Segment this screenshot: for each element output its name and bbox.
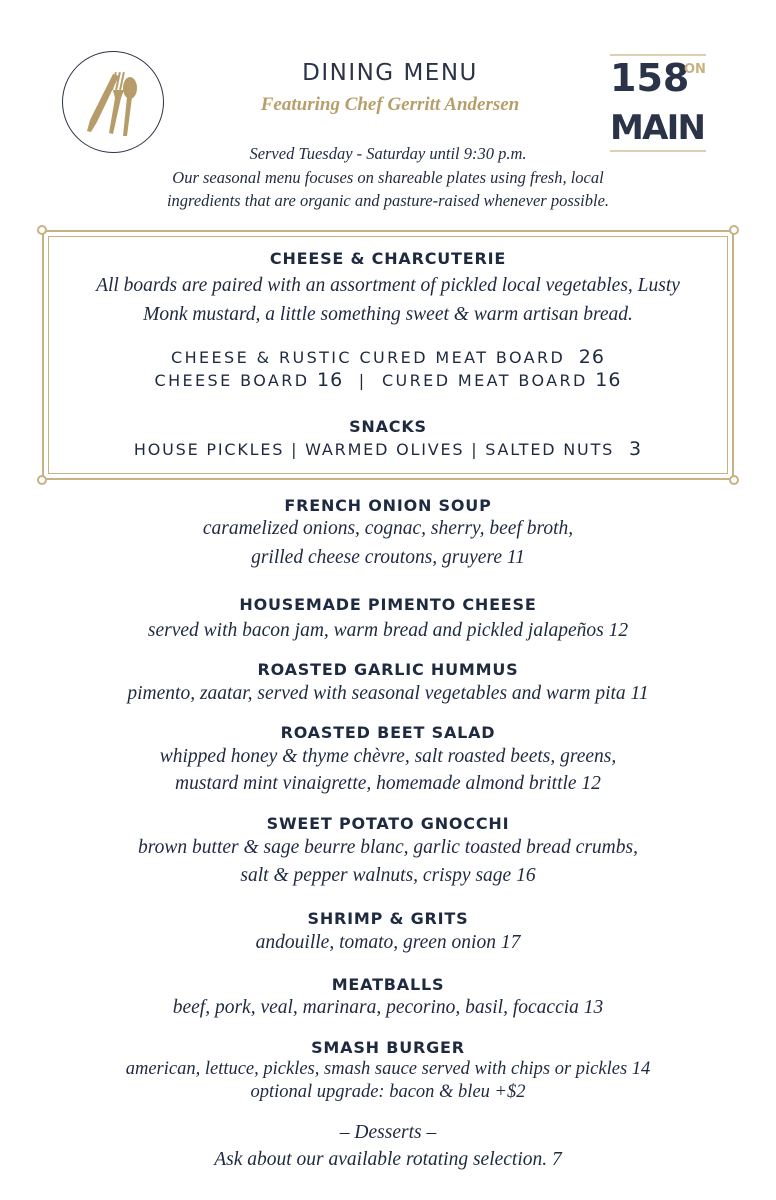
menu-item-description: american, lettuce, pickles, smash sauce served with chips or pickles 14 [125, 1059, 651, 1079]
menu-item-description: pimento, zaatar, served with seasonal vegetables and warm pita 11 [127, 683, 649, 704]
frame-corner [37, 475, 47, 485]
board-price: 16 [595, 369, 622, 391]
charcuterie-desc-line-1: All boards are paired with an assortment of pickled local vegetables, Lusty [96, 275, 680, 296]
charcuterie-heading: CHEESE & CHARCUTERIE [269, 249, 507, 268]
menu-item-description: brown butter & sage beurre blanc, garlic toasted bread crumbs, [138, 837, 638, 858]
board-price: 26 [578, 346, 605, 368]
frame-corner [37, 225, 47, 235]
board-price: 16 [317, 369, 344, 391]
menu-item-description: served with bacon jam, warm bread and pickled jalapeños 12 [147, 620, 629, 641]
menu-item-name: SMASH BURGER [311, 1038, 465, 1057]
brand-logo [608, 53, 708, 153]
board-name: CHEESE & RUSTIC CURED MEAT BOARD [171, 348, 566, 367]
menu-item-name: SWEET POTATO GNOCCHI [266, 814, 510, 833]
intro-line-2: Our seasonal menu focuses on shareable plates using fresh, local [172, 168, 604, 187]
menu-item-name: ROASTED BEET SALAD [280, 723, 496, 742]
intro-line-3: ingredients that are organic and pasture-raised whenever possible. [166, 191, 610, 210]
brand-main: MAIN [610, 108, 706, 148]
board-name: CHEESE BOARD [154, 371, 310, 390]
menu-item-description: salt & pepper walnuts, crispy sage 16 [240, 865, 536, 886]
menu-item-name: HOUSEMADE PIMENTO CHEESE [239, 595, 537, 614]
brand-on: ON [684, 62, 706, 77]
board-separator: | [358, 371, 367, 390]
menu-item-description: andouille, tomato, green onion 17 [255, 932, 521, 953]
menu-item-description: optional upgrade: bacon & bleu +$2 [250, 1082, 526, 1102]
board-line-1 [0, 346, 776, 368]
snacks-price: 3 [629, 438, 643, 460]
snacks-heading: SNACKS [349, 417, 427, 436]
menu-item-name: FRENCH ONION SOUP [284, 496, 492, 515]
menu-item-description: whipped honey & thyme chèvre, salt roasted beets, greens, [159, 746, 617, 767]
menu-subtitle: Featuring Chef Gerritt Andersen [260, 94, 520, 115]
desserts-heading: – Desserts – [339, 1122, 437, 1143]
charcuterie-desc-line-2: Monk mustard, a little something sweet & warm artisan bread. [143, 304, 633, 325]
board-line-2 [0, 369, 776, 391]
menu-item-description: caramelized onions, cognac, sherry, beef broth, [202, 518, 574, 539]
menu-title: DINING MENU [302, 60, 478, 86]
board-name: CURED MEAT BOARD [381, 371, 588, 390]
menu-item-name: ROASTED GARLIC HUMMUS [257, 660, 519, 679]
frame-corner [729, 225, 739, 235]
menu-item-description: grilled cheese croutons, gruyere 11 [251, 547, 525, 568]
menu-item-name: SHRIMP & GRITS [307, 909, 469, 928]
menu-item-description: mustard mint vinaigrette, homemade almond brittle 12 [175, 773, 601, 794]
intro-line-1: Served Tuesday - Saturday until 9:30 p.m. [249, 144, 527, 163]
utensils-icon [63, 52, 165, 154]
menu-item-description: beef, pork, veal, marinara, pecorino, basil, focaccia 13 [172, 997, 604, 1018]
snacks-items: HOUSE PICKLES | WARMED OLIVES | SALTED NUTS [133, 440, 615, 459]
frame-corner [729, 475, 739, 485]
menu-item-name: MEATBALLS [331, 975, 445, 994]
brand-number: 158 [610, 56, 690, 100]
desserts-line: Ask about our available rotating selection. 7 [214, 1149, 562, 1170]
snacks-line [0, 438, 776, 460]
utensils-logo [62, 51, 164, 153]
